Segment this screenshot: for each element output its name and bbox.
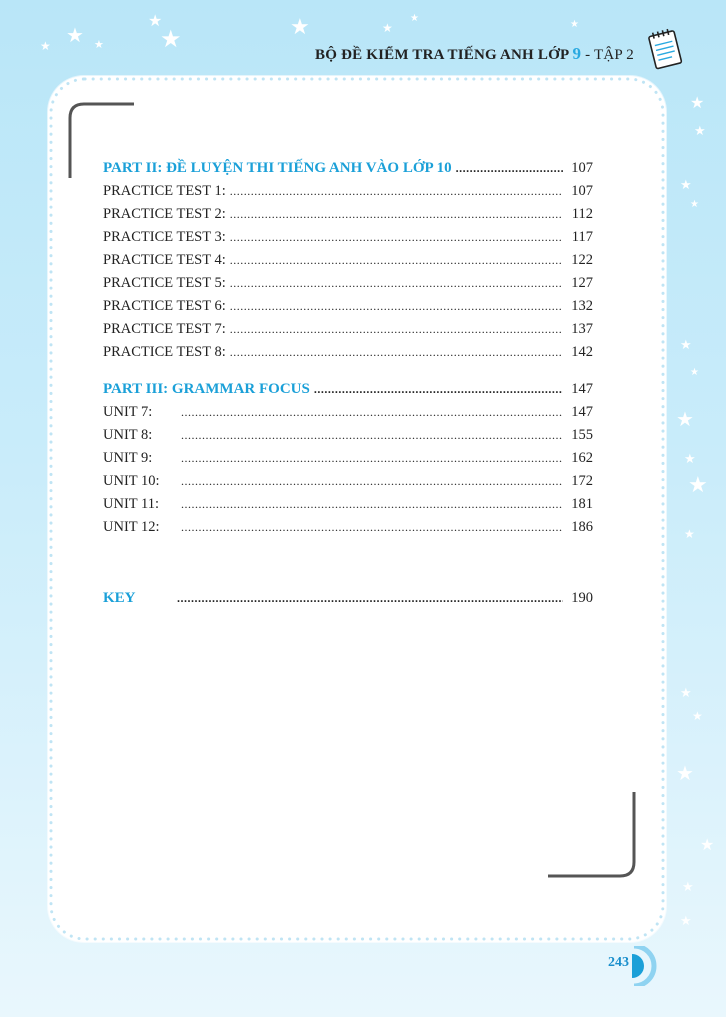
toc-entry-page: 127 [571,275,593,291]
toc-part-3[interactable] [103,381,593,404]
star-icon: ★ [684,527,695,541]
toc-unit-9[interactable] [103,450,593,473]
toc-unit-10[interactable] [103,473,593,496]
star-icon: ★ [690,95,705,112]
toc-entry-label: PRACTICE TEST 6: [103,298,226,314]
dot-leader [230,276,563,291]
star-icon: ★ [160,27,182,53]
star-icon: ★ [410,13,419,24]
star-icon: ★ [694,123,706,138]
toc-practice-test-6[interactable] [103,298,593,321]
star-icon: ★ [680,913,692,928]
toc-entry-label: UNIT 7: [103,404,153,420]
toc-entry-page: 142 [571,344,593,360]
toc-entry-page: 112 [571,206,593,222]
header-title: BỘ ĐỀ KIỂM TRA TIẾNG ANH LỚP [315,47,569,63]
toc-entry-page: 132 [571,298,593,314]
toc-key-page: 190 [571,590,593,606]
spacer [103,367,593,381]
toc-practice-test-5[interactable] [103,275,593,298]
page-number-badge [630,946,658,986]
toc-entry-label: UNIT 12: [103,519,160,535]
dot-leader [181,451,563,466]
star-icon: ★ [570,19,579,30]
running-header [315,44,634,64]
dot-leader [314,382,563,397]
toc-entry-label: UNIT 11: [103,496,159,512]
toc-entry-label: UNIT 10: [103,473,160,489]
toc-practice-test-2[interactable] [103,206,593,229]
toc-entry-label: PRACTICE TEST 8: [103,344,226,360]
header-volume: - TẬP 2 [585,47,634,63]
page-number: 243 [608,955,629,970]
toc-part-2-page: 107 [571,160,593,176]
toc-unit-12[interactable] [103,519,593,542]
table-of-contents [103,160,593,613]
toc-entry-label: PRACTICE TEST 5: [103,275,226,291]
toc-practice-test-7[interactable] [103,321,593,344]
toc-entry-page: 147 [571,404,593,420]
star-icon: ★ [682,879,694,894]
dot-leader [230,230,563,245]
toc-key[interactable] [103,590,593,613]
star-icon: ★ [684,451,696,466]
dot-leader [181,474,563,489]
toc-entry-label: PRACTICE TEST 2: [103,206,226,222]
toc-entry-page: 162 [571,450,593,466]
dot-leader [177,591,563,606]
dot-leader [230,322,563,337]
toc-entry-label: PRACTICE TEST 4: [103,252,226,268]
dot-leader [181,405,563,420]
toc-entry-label: PRACTICE TEST 3: [103,229,226,245]
toc-part-2-title: PART II: ĐỀ LUYỆN THI TIẾNG ANH VÀO LỚP 10 [103,160,452,176]
star-icon: ★ [148,13,163,30]
toc-practice-test-1[interactable] [103,183,593,206]
notebook-icon [646,26,686,72]
dot-leader [456,161,563,176]
toc-practice-test-3[interactable] [103,229,593,252]
corner-bracket-bottom-right [546,790,638,880]
toc-entry-page: 155 [571,427,593,443]
toc-part-3-page: 147 [571,381,593,397]
star-icon: ★ [94,39,104,51]
star-icon: ★ [676,763,694,785]
star-icon: ★ [40,39,51,53]
toc-entry-label: PRACTICE TEST 7: [103,321,226,337]
toc-entry-page: 181 [571,496,593,512]
star-icon: ★ [688,472,708,497]
dot-leader [181,497,563,512]
toc-practice-test-4[interactable] [103,252,593,275]
toc-entry-page: 172 [571,473,593,489]
toc-unit-11[interactable] [103,496,593,519]
toc-part-3-title: PART III: GRAMMAR FOCUS [103,381,310,397]
star-icon: ★ [692,709,703,723]
star-icon: ★ [676,409,694,431]
toc-entry-page: 117 [571,229,593,245]
star-icon: ★ [680,177,692,192]
dot-leader [230,207,563,222]
star-icon: ★ [290,14,310,39]
star-icon: ★ [680,337,692,352]
dot-leader [230,345,563,360]
toc-entry-label: UNIT 9: [103,450,153,466]
star-icon: ★ [382,21,393,35]
toc-key-title: KEY [103,590,136,606]
dot-leader [230,184,563,199]
star-icon: ★ [700,837,715,854]
header-grade: 9 [572,44,582,63]
star-icon: ★ [690,199,699,210]
toc-unit-7[interactable] [103,404,593,427]
toc-entry-label: PRACTICE TEST 1: [103,183,226,199]
toc-unit-8[interactable] [103,427,593,450]
star-icon: ★ [690,367,699,378]
toc-practice-test-8[interactable] [103,344,593,367]
dot-leader [181,428,563,443]
dot-leader [181,520,563,535]
star-icon: ★ [680,685,692,700]
toc-entry-page: 122 [571,252,593,268]
toc-entry-page: 107 [571,183,593,199]
toc-entry-label: UNIT 8: [103,427,153,443]
toc-entry-page: 137 [571,321,593,337]
toc-part-2[interactable] [103,160,593,183]
dot-leader [230,253,563,268]
star-icon: ★ [66,25,84,47]
toc-entry-page: 186 [571,519,593,535]
dot-leader [230,299,563,314]
